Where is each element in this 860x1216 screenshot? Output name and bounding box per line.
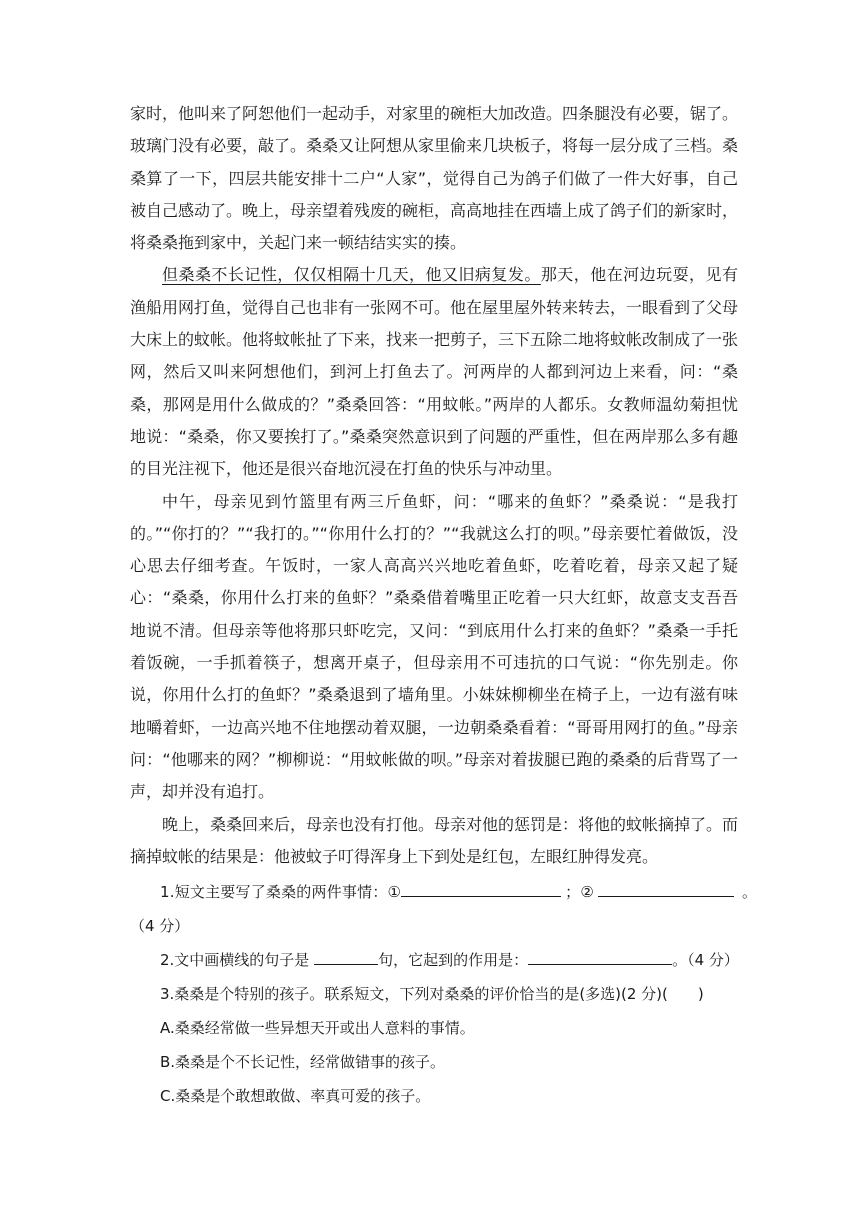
option-a: A.桑桑经常做一些异想天开或出人意料的事情。: [160, 1019, 475, 1038]
question-1: 1.短文主要写了桑桑的两件事情：① ；② 。: [160, 883, 758, 902]
answer-blank-3[interactable]: [314, 950, 378, 965]
paragraph-4: 晚上，桑桑回来后，母亲也没有打他。母亲对他的惩罚是：将他的蚊帐摘掉了。而摘掉蚊帐的结果是：他被蚊子叮得浑身上下到处是红包，左眼红肿得发亮。: [130, 814, 739, 866]
question-1-points: （4 分）: [130, 917, 190, 936]
option-b: B.桑桑是个不长记性，经常做错事的孩子。: [160, 1053, 446, 1072]
underlined-sentence: 但桑桑不长记性，仅仅相隔十几天，他又旧病复发。: [162, 265, 541, 285]
option-c: C.桑桑是个敢想敢做、率真可爱的孩子。: [160, 1087, 431, 1106]
paragraph-3: 中午，母亲见到竹篮里有两三斤鱼虾，问：“哪来的鱼虾？”桑桑说：“是我打的。”“你打的？”“我打的。”“你用什么打的？”“我就这么打的呗。”母亲要忙着做饭，没心思去仔细考查。午饭时，一家人高高兴兴地吃着鱼虾，吃着吃着，母亲又起了疑心：“桑桑，你用什么打来的鱼虾？”桑桑借着嘴里正吃着一只大红虾，故意支支吾吾地说不清。但母亲等他将那只虾吃完，又问：“到底用什么打来的鱼虾？”桑桑一手托着饭碗，一手抓着筷子，想离开桌子，但母亲用不可违抗的口气说：“你先别走。你说，你用什么打的鱼虾？”桑桑退到了墙角里。小妹妹柳柳坐在椅子上，一边有滋有味地嚼着虾，一边高兴地不住地摆动着双腿，一边朝桑桑看着：“哥哥用网打的鱼。”母亲问：“他哪来的网？”柳柳说：“用蚊帐做的呗。”母亲对着拔腿已跑的桑桑的后背骂了一声，却并没有追打。: [130, 491, 738, 802]
paragraph-2-rest: 那天，他在河边玩耍，见有渔船用网打鱼，觉得自己也非有一张网不可。他在屋里屋外转来转去，一眼看到了父母大床上的蚊帐。他将蚊帐扯了下来，找来一把剪子，三下五除二地将蚊帐改制成了一张网，然后又叫来阿想他们，到河上打鱼去了。河两岸的人都到河边上来看，问：“桑桑，那网是用什么做成的？”桑桑回答：“用蚊帐。”两岸的人都乐。女教师温幼菊担忧地说：“桑桑，你又要挨打了。”桑桑突然意识到了问题的严重性，但在两岸那么多有趣的目光注视下，他还是很兴奋地沉浸在打鱼的快乐与冲动里。: [130, 265, 739, 479]
question-2: 2.文中画横线的句子是 句，它起到的作用是： 。（4 分）: [160, 951, 739, 970]
passage: [130, 98, 738, 873]
paragraph-1: 家时，他叫来了阿恕他们一起动手，对家里的碗柜大加改造。四条腿没有必要，锯了。玻璃门没有必要，敲了。桑桑又让阿想从家里偷来几块板子，将每一层分成了三档。桑桑算了一下，四层共能安排十二户“人家”，觉得自己为鸽子们做了一件大好事，自己被自己感动了。晚上，母亲望着残废的碗柜，高高地挂在西墙上成了鸽子们的新家时，将桑桑拖到家中，关起门来一顿结结实实的揍。: [130, 104, 739, 253]
document-page: [130, 98, 758, 1113]
answer-blank-4[interactable]: [528, 950, 672, 965]
answer-blank-1[interactable]: [401, 882, 561, 897]
question-3: 3.桑桑是个特别的孩子。联系短文，下列对桑桑的评价恰当的是(多选)(2 分)( ): [160, 985, 704, 1004]
questions: [130, 875, 758, 1113]
paragraph-2: [130, 259, 738, 485]
answer-blank-2[interactable]: [598, 882, 734, 897]
